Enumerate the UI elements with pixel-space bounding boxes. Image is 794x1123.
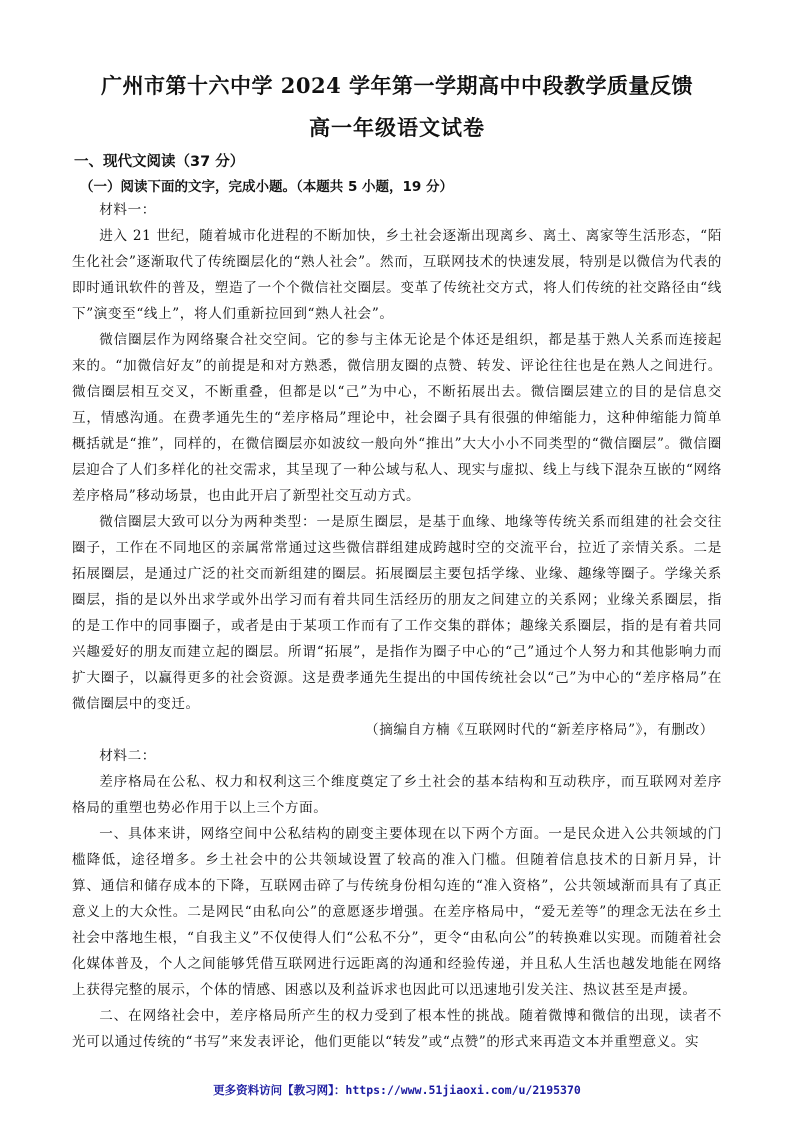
- material-1-paragraph: 微信圈层作为网络聚合社交空间。它的参与主体无论是个体还是组织，都是基于熟人关系而连接起来的。“加微信好友”的前提是和对方熟悉，微信朋友圈的点赞、转发、评论往往也是在熟人之间进行。微信圈层相互交叉，不断重叠，但都是以“己”为中心，不断拓展出去。微信圈层建立的目的是信息交互，情感沟通。在费孝通先生的“差序格局”理论中，社会圈子具有很强的伸缩能力，这种伸缩能力简单概括就是“推”，同样的，在微信圈层亦如波纹一般向外“推出”大大小小不同类型的“微信圈层”。微信圈层迎合了人们多样化的社交需求，其呈现了一种公域与私人、现实与虚拟、线上与线下混杂互嵌的“网络差序格局”移动场景，也由此开启了新型社交互动方式。: [72, 332, 722, 504]
- material-1-source: （摘编自方楠《互联网时代的“新差序格局”》，有删改）: [365, 722, 714, 738]
- exam-title: 广州市第十六中学 2024 学年第一学期高中中段教学质量反馈: [100, 73, 694, 98]
- exam-subtitle: 高一年级语文试卷: [309, 115, 485, 140]
- material-1-label: 材料一：: [99, 202, 156, 218]
- material-1-paragraph: 微信圈层大致可以分为两种类型：一是原生圈层，是基于血缘、地缘等传统关系而组建的社会交往圈子，工作在不同地区的亲属常常通过这些微信群组建成跨越时空的交流平台，拉近了亲情关系。二是拓展圈层，是通过广泛的社交而新组建的圈层。拓展圈层主要包括学缘、业缘、趣缘等圈子。学缘关系圈层，指的是以外出求学或外出学习而有着共同生活经历的朋友之间建立的关系网；业缘关系圈层，指的是工作中的同事圈子，或者是由于某项工作而有了工作交集的群体；趣缘关系圈层，指的是有着共同兴趣爱好的朋友而建立起的圈层。所谓“拓展”，是指作为圈子中心的“己”通过个人努力和其他影响力而扩大圈子，以赢得更多的社会资源。这是费孝通先生提出的中国传统社会以“己”为中心的“差序格局”在微信圈层中的变迁。: [72, 514, 722, 712]
- material-2-paragraph: 差序格局在公私、权力和权利这三个维度奠定了乡土社会的基本结构和互动秩序，而互联网对差序格局的重塑也势必作用于以上三个方面。: [72, 774, 722, 816]
- material-2-paragraph: 一、具体来讲，网络空间中公私结构的剧变主要体现在以下两个方面。一是民众进入公共领域的门槛降低，途径增多。乡土社会中的公共领域设置了较高的准入门槛。但随着信息技术的日新月异，计算、通信和储存成本的下降，互联网击碎了与传统身份相勾连的“准入资格”，公共领域渐而具有了真正意义上的大众性。二是网民“由私向公”的意愿逐步增强。在差序格局中，“爱无差等”的理念无法在乡土社会中落地生根，“自我主义”不仅使得人们“公私不分”，更令“由私向公”的转换难以实现。而随着社会化媒体普及，个人之间能够凭借互联网进行远距离的沟通和经验传递，并且私人生活也越发地能在网络上获得完整的展示，个体的情感、困惑以及利益诉求也因此可以迅速地引发关注、热议甚至是声援。: [72, 826, 722, 998]
- subsection-heading: （一）阅读下面的文字，完成小题。（本题共 5 小题，19 分）: [80, 179, 454, 195]
- material-1-paragraph: 进入 21 世纪，随着城市化进程的不断加快，乡土社会逐渐出现离乡、离土、离家等生活形态，“陌生化社会”逐渐取代了传统圈层化的“熟人社会”。然而，互联网技术的快速发展，特别是以微信为代表的即时通讯软件的普及，塑造了一个个微信社交圈层。变革了传统社交方式，将人们传统的社交路径由“线下”演变至“线上”，将人们重新拉回到“熟人社会”。: [72, 228, 722, 322]
- section-heading: 一、现代文阅读（37 分）: [74, 154, 245, 170]
- reading-passage: [72, 197, 722, 1055]
- material-2-label: 材料二：: [99, 748, 156, 764]
- material-2-paragraph: 二、在网络社会中，差序格局所产生的权力受到了根本性的挑战。随着微博和微信的出现，读者不光可以通过传统的“书写”来发表评论，他们更能以“转发”或“点赞”的形式来再造文本并重塑意义。实: [72, 1008, 722, 1050]
- footer-link[interactable]: 更多资料访问【教习网】：https://www.51jiaoxi.com/u/2195370: [213, 1083, 581, 1097]
